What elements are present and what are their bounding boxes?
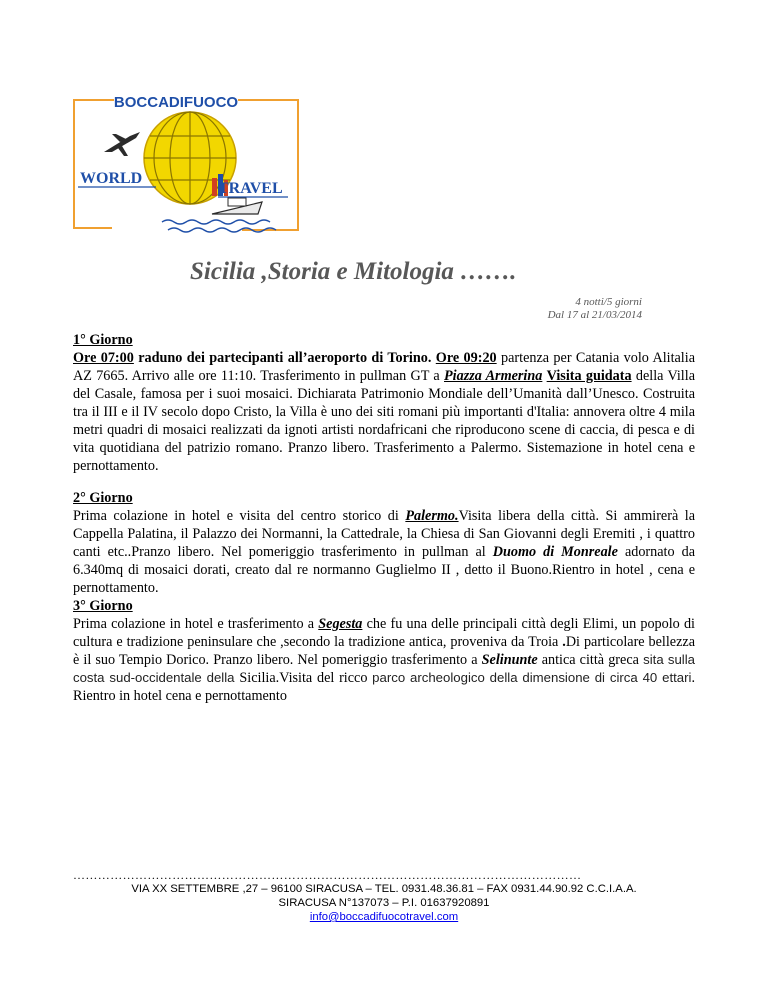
day-3-text: Prima colazione in hotel e trasferimento a Segesta che fu una delle principali città degli Elimi, un popolo di cultura e tradizione peninsulare che ,secondo la tradizione antica, proveniva da Troia .Di particolare bellezza è il suo Tempio Dorico. Pranzo libero. Nel pomeriggio trasferimento a Selinunte antica città greca sita sulla costa sud-occidentale della Sicilia.Visita del ricco parco archeologico della dimensione di circa 40 ettari. Rientro in hotel cena e pernottamento: [73, 616, 695, 704]
footer-registration: SIRACUSA N°137073 – P.I. 01637920891: [278, 897, 490, 909]
waves-decoration: [162, 220, 270, 224]
trip-title: Sicilia ,Storia e Mitologia …….: [190, 258, 517, 285]
day-1-section: [73, 331, 695, 475]
footer-address: VIA XX SETTEMBRE ,27 – 96100 SIRACUSA – TEL. 0931.48.36.81 – FAX 0931.44.90.92 C.C.I.A.A.: [131, 883, 637, 895]
day-2-text: Prima colazione in hotel e visita del centro storico di Palermo.Visita libera della città. Si ammirerà la Cappella Palatina, il Palazzo dei Normanni, la Cattedrale, la Chiesa di San Giovanni degli Eremiti , i quattro canti etc..Pranzo libero. Nel pomeriggio trasferimento in pullman al Duomo di Monreale adornato da 6.340mq di mosaici dorati, creato dal re normanno Guglielmo II , detto il Buono.Rientro in hotel , cena e pernottamento.: [73, 508, 695, 596]
logo-word-world: WORLD: [80, 170, 143, 187]
day-1-text: Ore 07:00 raduno dei partecipanti all’aeroporto di Torino. Ore 09:20 partenza per Catania volo Alitalia AZ 7665. Arrivo alle ore 11:10. Trasferimento in pullman GT a Piazza Armerina Visita guidata della Villa del Casale, famosa per i suoi mosaici. Dichiarata Patrimonio Mondiale dell’Umanità dall’Unesco. Costruita tra il III e il IV secolo dopo Cristo, la Villa è uno dei siti romani più importanti d'Italia: annovera oltre 4 mila metri quadri di mosaici realizzati da ignoti artisti nordafricani che riproducono scene di caccia, di pesca e di vita quotidiana del patrizio romano. Pranzo libero. Trasferimento a Palermo. Sistemazione in hotel cena e pernottamento.: [73, 350, 695, 474]
trip-duration: 4 notti/5 giorni: [575, 296, 642, 308]
airplane-icon: [104, 132, 140, 156]
logo-word-travel: TRAVEL: [218, 180, 283, 197]
day-3-heading: 3° Giorno: [73, 598, 133, 614]
ship-icon: [212, 198, 262, 214]
footer-separator: ……………………………………………………………………………………………………………: [73, 869, 582, 881]
day-3-section: [73, 597, 695, 705]
footer-email-link[interactable]: info@boccadifuocotravel.com: [309, 911, 459, 923]
day-1-heading: 1° Giorno: [73, 332, 133, 348]
trip-dates: Dal 17 al 21/03/2014: [547, 309, 642, 321]
day-2-heading: 2° Giorno: [73, 490, 133, 506]
company-logo: [72, 90, 304, 238]
day-2-section: [73, 489, 695, 597]
logo-brand-text: BOCCADIFUOCO: [113, 94, 239, 111]
